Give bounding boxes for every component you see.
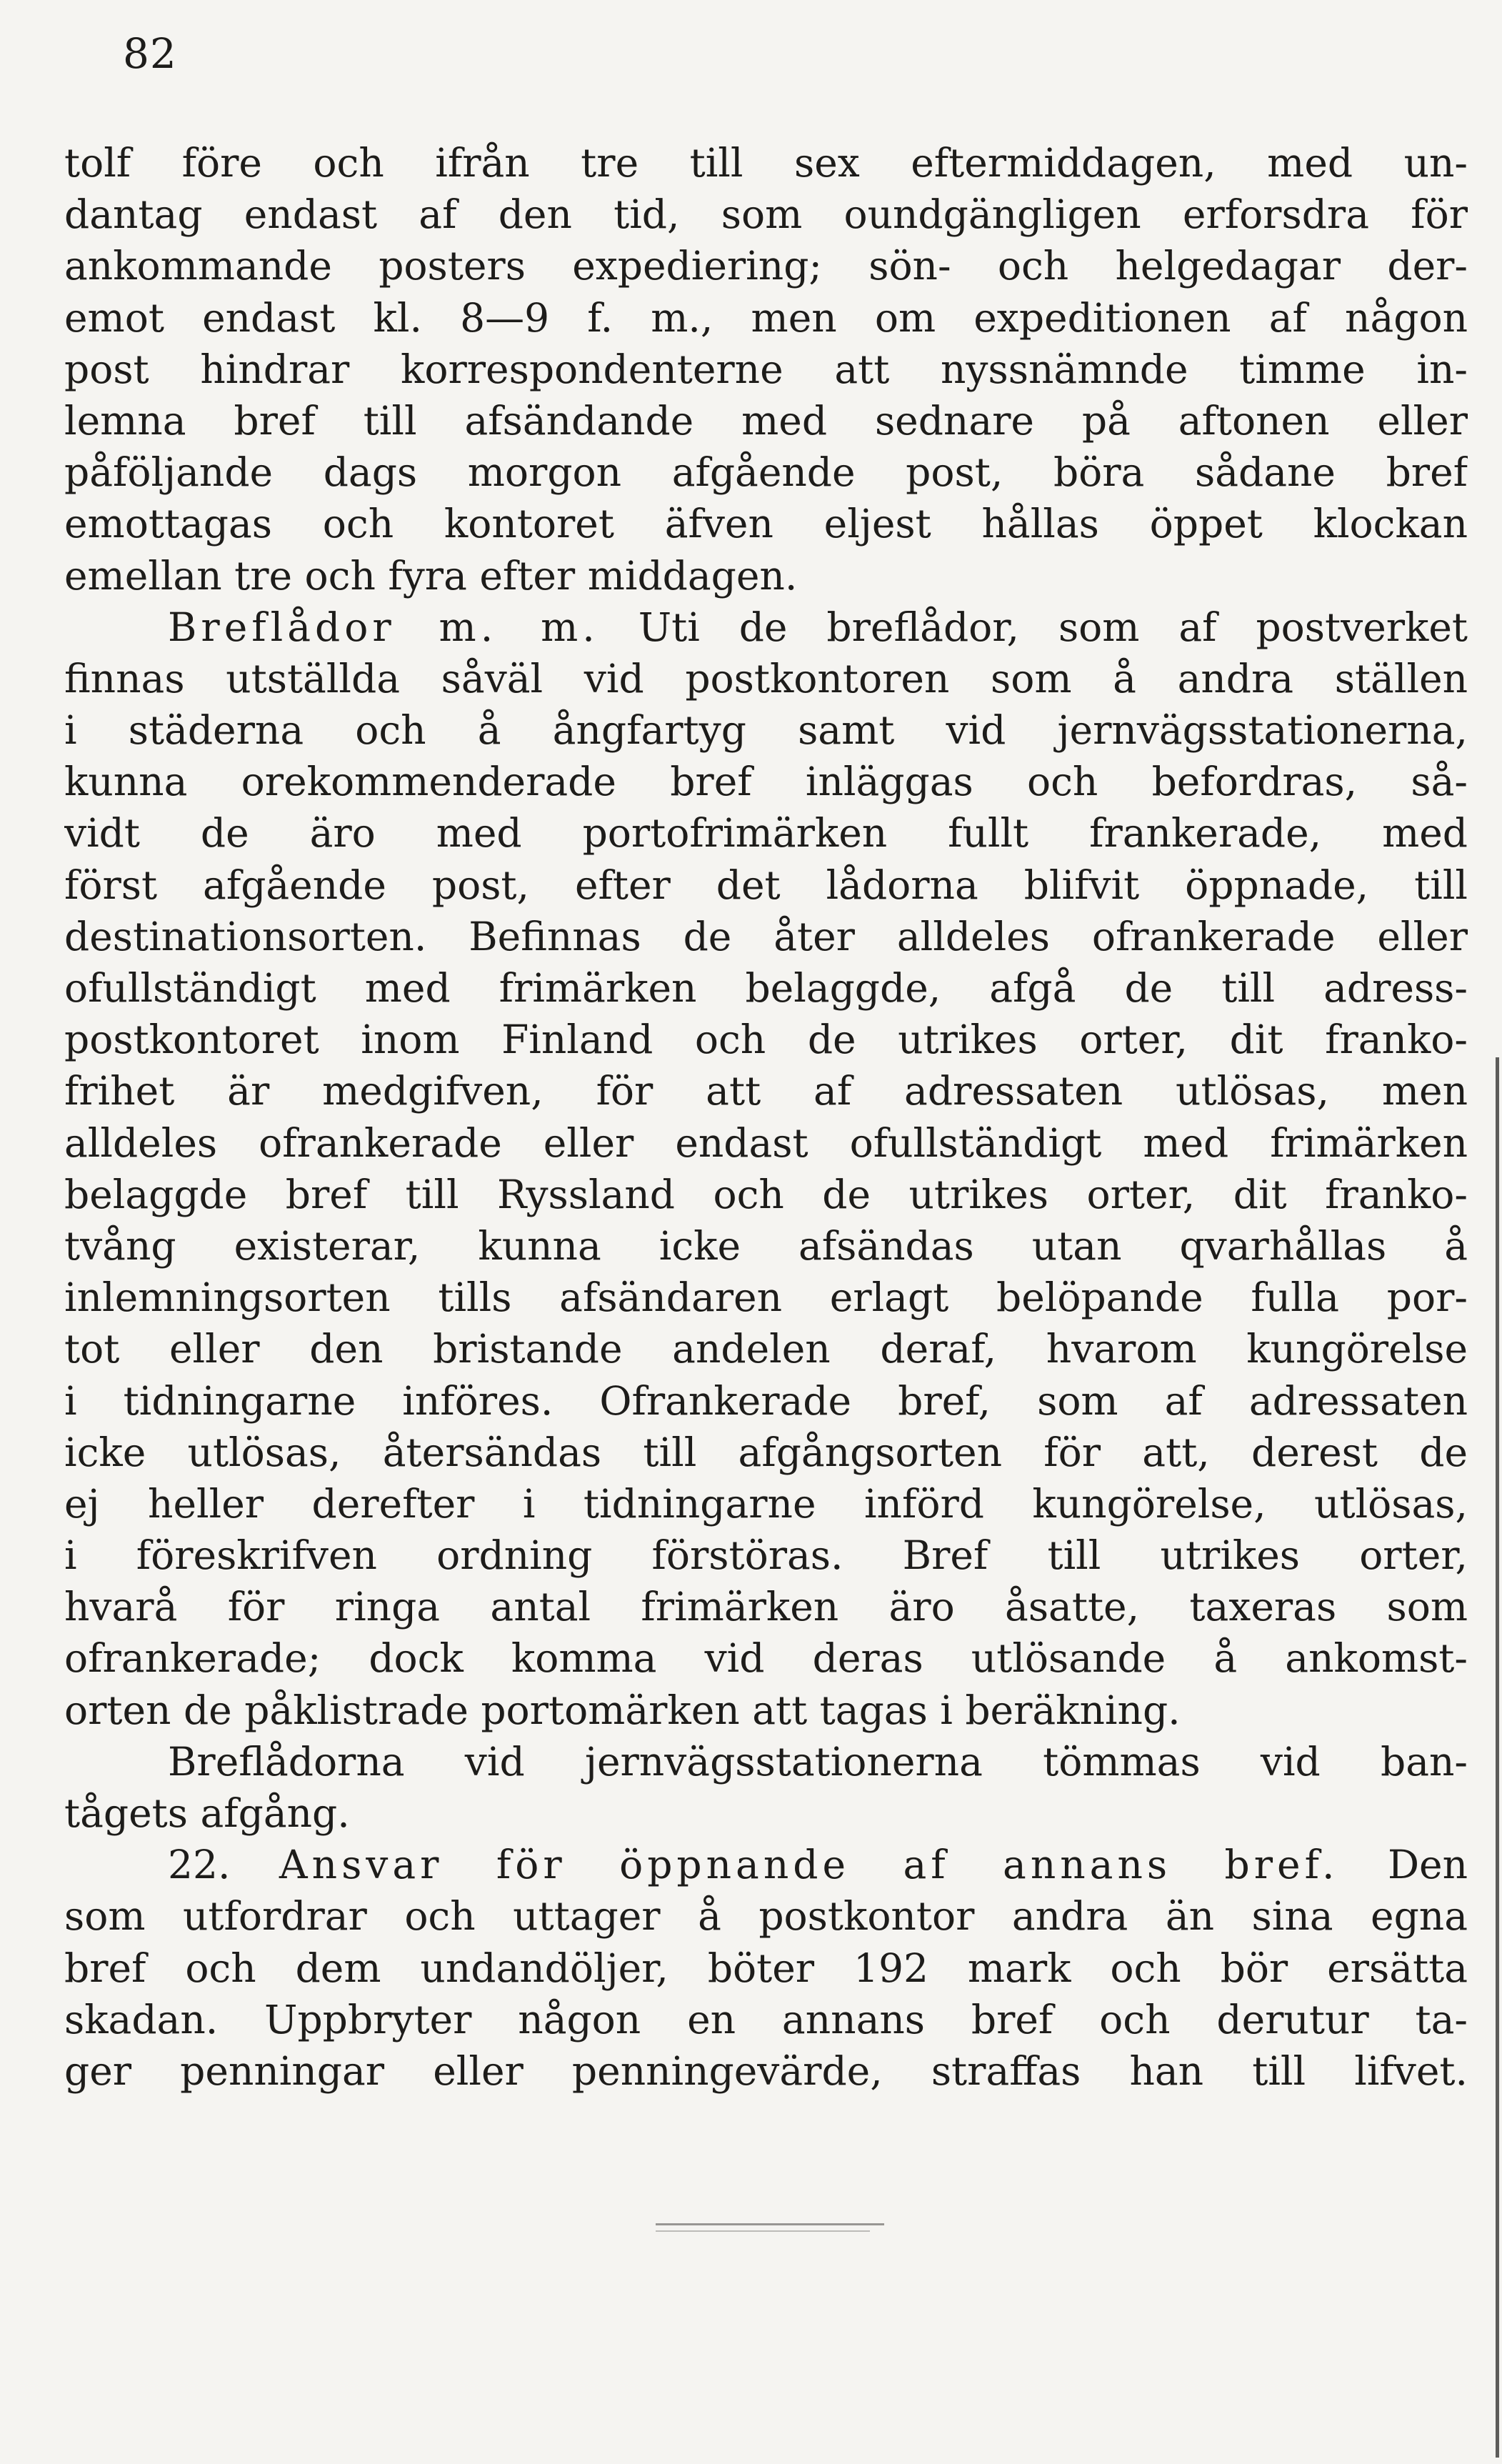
text-line: ej heller derefter i tidningarne införd kungörelse, utlösas,: [64, 1480, 1468, 1527]
text-line: frihet är medgifven, för att af adressaten utlösas, men: [64, 1068, 1468, 1114]
text-line: lemna bref till afsändande med sednare på aftonen eller: [64, 397, 1468, 444]
section-heading-ansvar: Ansvar för öppnande af annans bref.: [279, 1842, 1339, 1888]
text-line: inlemningsorten tills afsändaren erlagt belöpande fulla por-: [64, 1275, 1468, 1321]
text-line: tolf före och ifrån tre till sex eftermiddagen, med un-: [64, 140, 1468, 186]
text-line: skadan. Uppbryter någon en annans bref och derutur ta-: [64, 1996, 1468, 2042]
text-line: belaggde bref till Ryssland och de utrikes orter, dit franko-: [64, 1171, 1468, 1217]
section-line-ansvar: [64, 1839, 1468, 1890]
text-line: i föreskrifven ordning förstöras. Bref till utrikes orter,: [64, 1532, 1468, 1579]
page-number: 82: [123, 29, 177, 78]
text-line: destinationsorten. Befinnas de åter alldeles ofrankerade eller: [64, 913, 1468, 959]
footer-rule: [656, 2223, 884, 2225]
text-line: tågets afgång.: [64, 1790, 350, 1836]
footer-rule-secondary: [656, 2230, 870, 2232]
text-line: orten de påklistrade portomärken att tagas i beräkning.: [64, 1687, 1181, 1733]
text-line: påföljande dags morgon afgående post, böra sådane bref: [64, 449, 1468, 496]
text-line: ofrankerade; dock komma vid deras utlösande å ankomst-: [64, 1635, 1468, 1682]
page-edge-mark: [1496, 1057, 1499, 2458]
text-line: post hindrar korrespondenterne att nyssnämnde timme in-: [64, 346, 1468, 392]
text-line: i städerna och å ångfartyg samt vid jernvägsstationerna,: [64, 707, 1468, 754]
text-line: postkontoret inom Finland och de utrikes orter, dit franko-: [64, 1017, 1468, 1063]
text-line: dantag endast af den tid, som oundgängligen erforsdra för: [64, 191, 1468, 238]
text-line: finnas utställda såväl vid postkontoren som å andra ställen: [64, 655, 1468, 702]
text-line: vidt de äro med portofrimärken fullt frankerade, med: [64, 810, 1468, 857]
text-line: ankommande posters expediering; sön- och helgedagar der-: [64, 243, 1468, 289]
text-line: alldeles ofrankerade eller endast ofullständigt med frimärken: [64, 1119, 1468, 1166]
text-line: som utfordrar och uttager å postkontor andra än sina egna: [64, 1893, 1468, 1940]
text-line: i tidningarne införes. Ofrankerade bref, som af adressaten: [64, 1377, 1468, 1424]
text-line: emot endast kl. 8—9 f. m., men om expeditionen af någon: [64, 294, 1468, 341]
body-text: [64, 137, 1468, 2097]
text-line-fragment: Uti de breflådor, som af postverket: [638, 604, 1468, 650]
text-line: emottagas och kontoret äfven eljest hållas öppet klockan: [64, 501, 1468, 547]
text-line: kunna orekommenderade bref inläggas och befordras, så-: [64, 759, 1468, 805]
text-line: först afgående post, efter det lådorna blifvit öppnade, till: [64, 862, 1468, 908]
text-line: tot eller den bristande andelen deraf, hvarom kungörelse: [64, 1326, 1468, 1372]
text-line: Breflådorna vid jernvägsstationerna tömmas vid ban-: [168, 1738, 1468, 1785]
text-line: bref och dem undandöljer, böter 192 mark och bör ersätta: [64, 1945, 1468, 1991]
section-heading-breflador: Breflådor m. m.: [168, 604, 599, 650]
text-line: ger penningar eller penningevärde, straffas han till lifvet.: [64, 2047, 1468, 2094]
text-line-fragment: Den: [1387, 1842, 1468, 1888]
section-number: 22.: [168, 1842, 231, 1888]
text-line: emellan tre och fyra efter middagen.: [64, 552, 798, 599]
section-line-breflador: [64, 602, 1468, 653]
text-line: hvarå för ringa antal frimärken äro åsatte, taxeras som: [64, 1584, 1468, 1630]
text-line: icke utlösas, återsändas till afgångsorten för att, derest de: [64, 1429, 1468, 1475]
text-line: tvång existerar, kunna icke afsändas utan qvarhållas å: [64, 1222, 1468, 1269]
text-line: ofullständigt med frimärken belaggde, afgå de till adress-: [64, 965, 1468, 1011]
